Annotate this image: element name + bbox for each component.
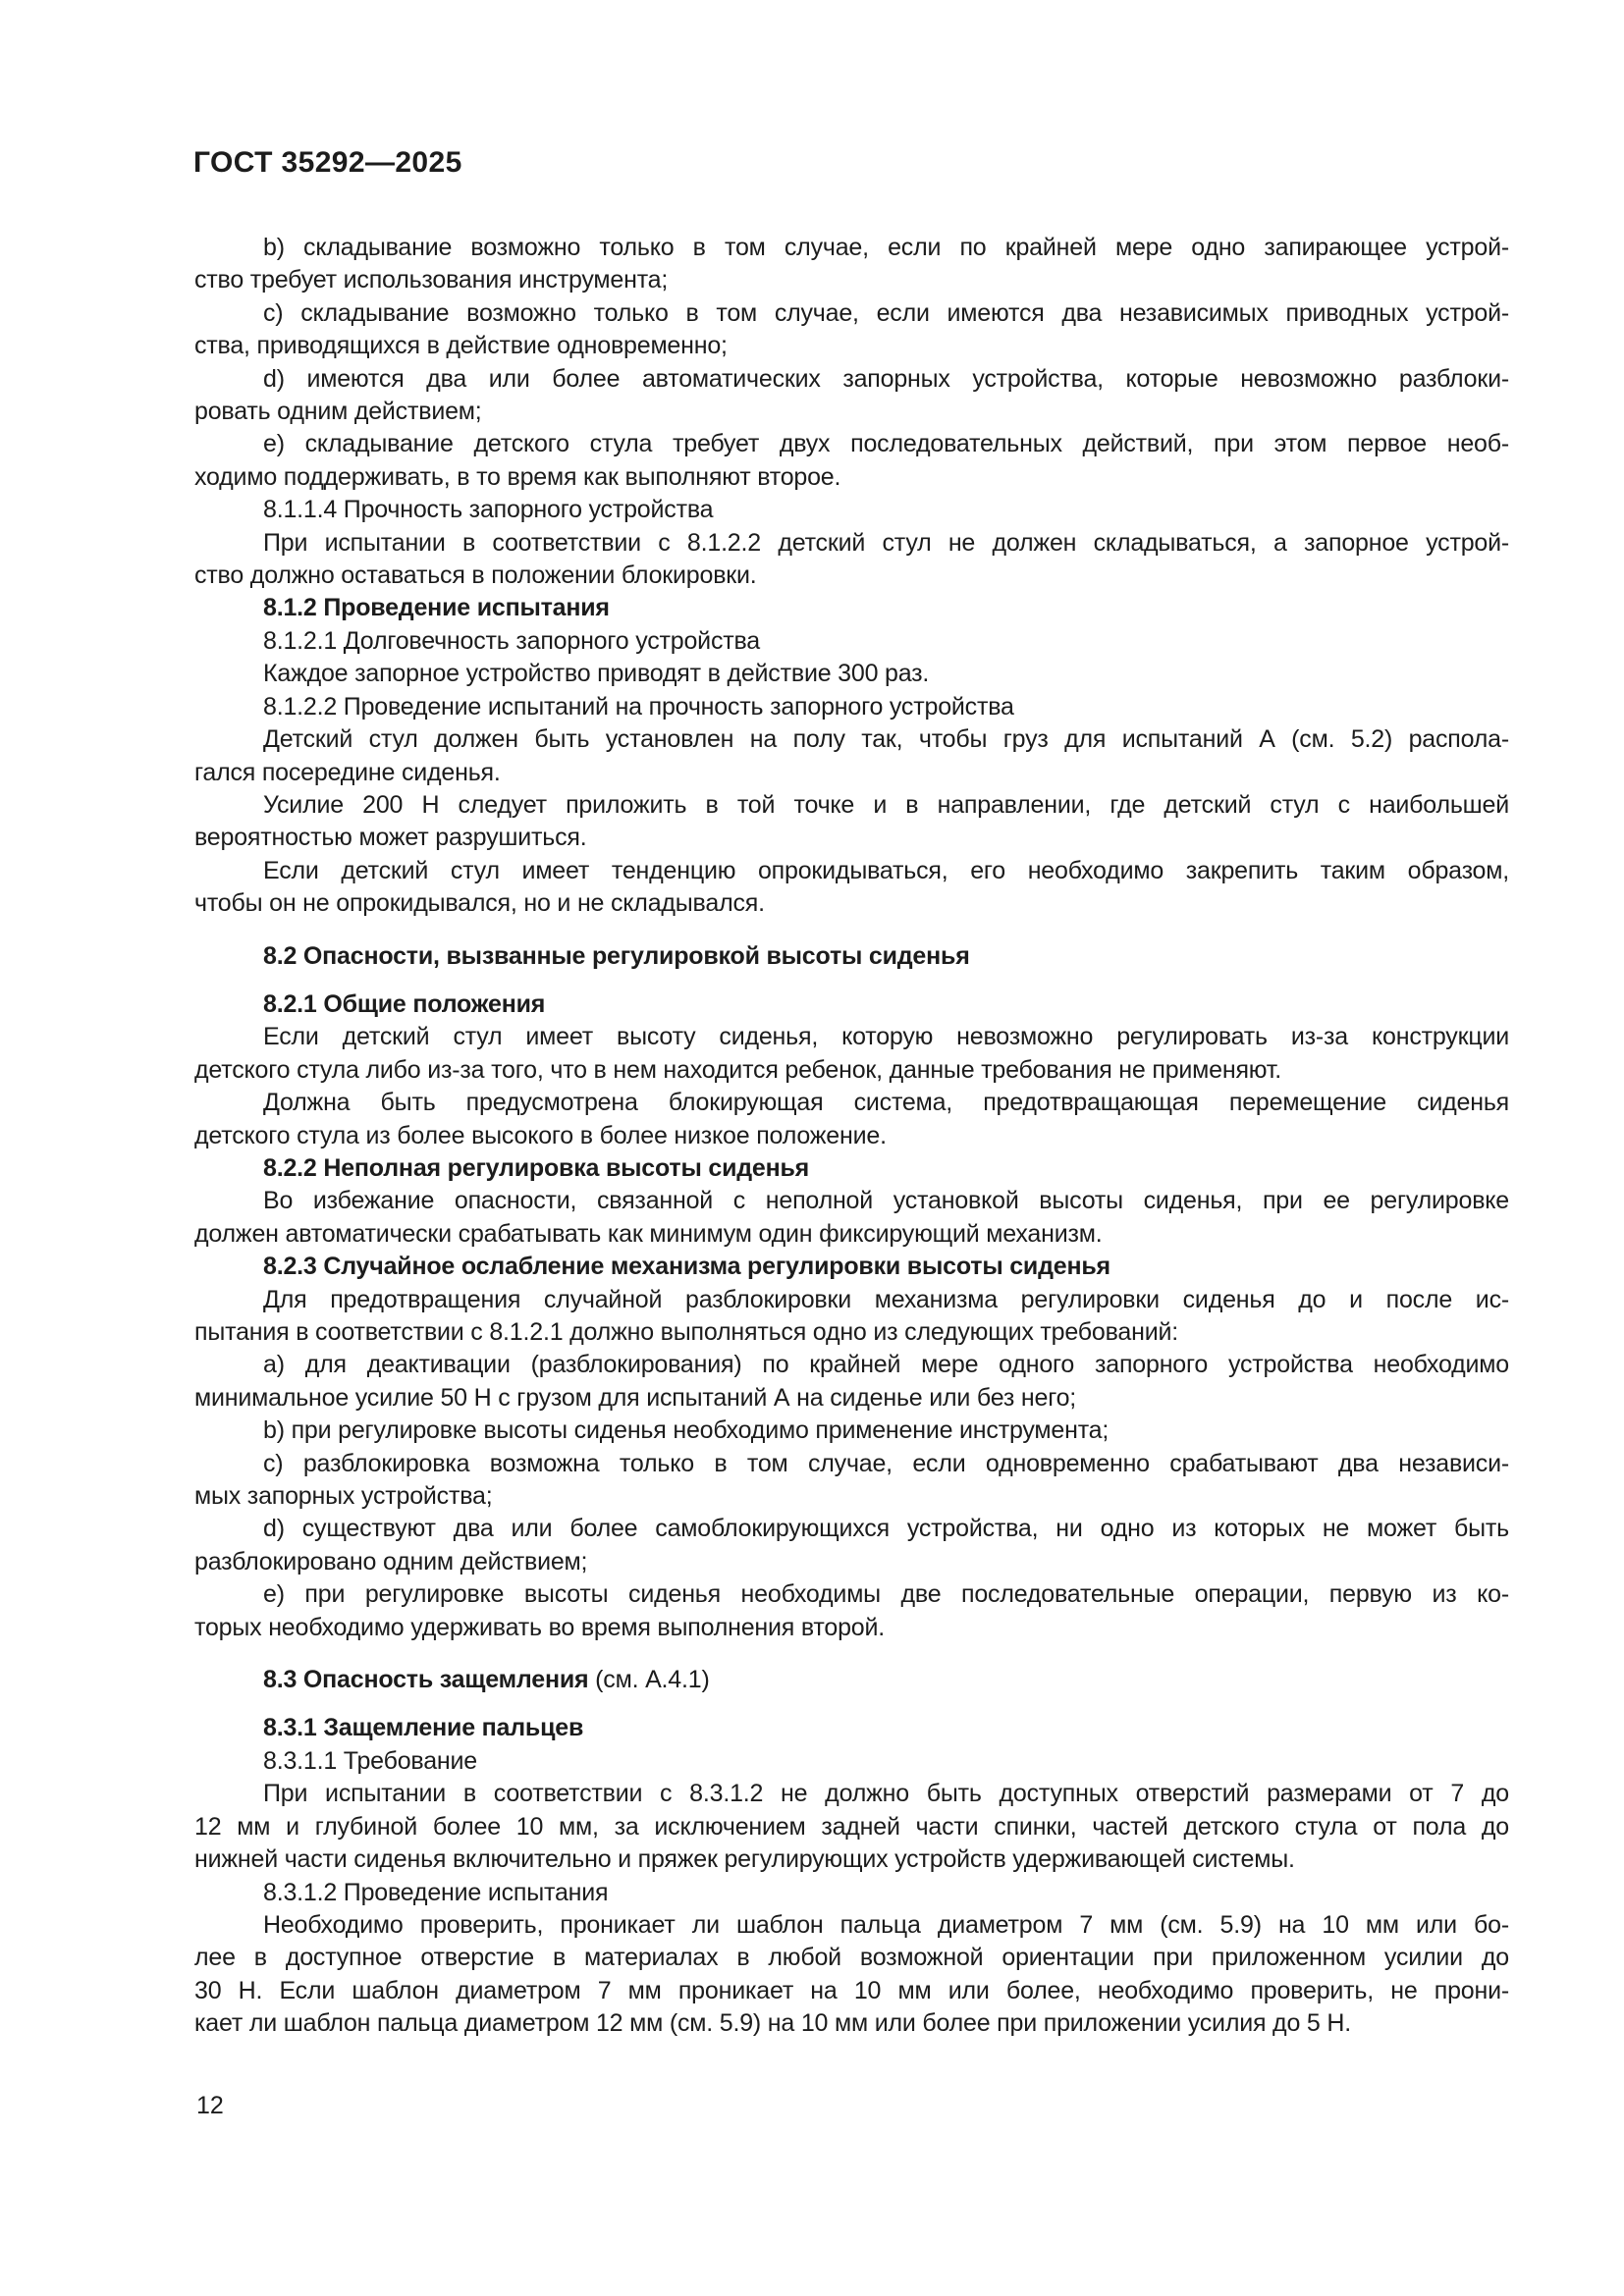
text-line: При испытании в соответствии с 8.1.2.2 детский стул не должен складываться, а запорное устрой- [263, 528, 1509, 557]
text-line: Необходимо проверить, проникает ли шаблон пальца диаметром 7 мм (см. 5.9) на 10 мм или бо- [263, 1910, 1509, 1939]
text-line: Усилие 200 Н следует приложить в той точке и в направлении, где детский стул с наибольшей [263, 790, 1509, 819]
document-body [194, 232, 1509, 2041]
text-line: Детский стул должен быть установлен на полу так, чтобы груз для испытаний А (см. 5.2) распола- [263, 725, 1509, 754]
paragraph [194, 363, 1509, 429]
paragraph [194, 855, 1509, 921]
text-line: 8.2 Опасности, вызванные регулировкой высоты сиденья [263, 941, 970, 970]
text-line: лее в доступное отверстие в материалах в любой возможной ориентации при приложенном усилии до [194, 1944, 1509, 1972]
text-line: Для предотвращения случайной разблокировки механизма регулировки сиденья до и после ис- [263, 1285, 1509, 1313]
paragraph [194, 789, 1509, 855]
standard-designation-header: ГОСТ 35292—2025 [193, 146, 462, 179]
text-line: нижней части сиденья включительно и пряжек регулирующих устройств удерживающей системы. [194, 1845, 1295, 1874]
heading-reference: (см. А.4.1) [588, 1666, 710, 1694]
heading-text: 8.3 Опасность защемления [263, 1666, 589, 1694]
text-line: c) складывание возможно только в том случае, если имеются два независимых приводных устрой- [263, 298, 1509, 327]
text-line: 8.1.1.4 Прочность запорного устройства [263, 496, 714, 524]
text-line: 8.1.2.1 Долговечность запорного устройства [263, 626, 760, 655]
text-line: ство требует использования инструмента; [194, 266, 669, 294]
text-line: 8.2.2 Неполная регулировка высоты сиденья [263, 1153, 810, 1182]
section-heading [194, 940, 1509, 973]
text-line: 8.2.1 Общие положения [263, 989, 546, 1018]
paragraph [194, 297, 1509, 363]
text-line: 8.3.1 Защемление пальцев [263, 1714, 584, 1742]
text-line: пытания в соответствии с 8.1.2.1 должно выполняться одно из следующих требований: [194, 1318, 1179, 1346]
paragraph [194, 723, 1509, 789]
text-line: d) имеются два или более автоматических запорных устройства, которые невозможно разблоки- [263, 364, 1509, 393]
text-line: 30 Н. Если шаблон диаметром 7 мм проникает на 10 мм или более, необходимо проверить, не прони- [194, 1976, 1509, 2004]
paragraph [194, 232, 1509, 297]
text-line: а) для деактивации (разблокирования) по крайней мере одного запорного устройства необходимо [263, 1351, 1509, 1379]
paragraph [194, 1877, 1509, 1909]
text-line: детского стула из более высокого в более низкое положение. [194, 1121, 887, 1149]
text-line: кает ли шаблон пальца диаметром 12 мм (см. 5.9) на 10 мм или более при приложении усилия до 5 Н. [194, 2009, 1351, 2038]
paragraph [194, 1578, 1509, 1644]
subsection-heading [194, 1251, 1509, 1283]
paragraph [194, 1087, 1509, 1152]
text-line: минимальное усилие 50 Н с грузом для испытаний А на сиденье или без него; [194, 1383, 1077, 1412]
subsection-heading [194, 1152, 1509, 1185]
text-line: Во избежание опасности, связанной с неполной установкой высоты сиденья, при ее регулировке [263, 1187, 1509, 1215]
paragraph [194, 1415, 1509, 1447]
paragraph [194, 1909, 1509, 2041]
text-line: 12 мм и глубиной более 10 мм, за исключением задней части спинки, частей детского стула от пола до [194, 1812, 1509, 1841]
text-line: 8.1.2.2 Проведение испытаний на прочность запорного устройства [263, 692, 1014, 721]
text-line: Если детский стул имеет тенденцию опрокидываться, его необходимо закрепить таким образом, [263, 856, 1509, 884]
section-heading [194, 1664, 1509, 1696]
text-line: Должна быть предусмотрена блокирующая система, предотвращающая перемещение сиденья [263, 1089, 1509, 1117]
text-line: чтобы он не опрокидывался, но и не складывался. [194, 889, 765, 918]
subsection-heading [194, 1712, 1509, 1744]
text-line: ство должно оставаться в положении блокировки. [194, 561, 757, 590]
paragraph [194, 1349, 1509, 1415]
text-line: 8.3.1.2 Проведение испытания [263, 1878, 609, 1906]
subsection-heading [194, 988, 1509, 1021]
paragraph [194, 658, 1509, 690]
paragraph [194, 1185, 1509, 1251]
text-line: b) складывание возможно только в том случае, если по крайней мере одно запирающее устрой- [263, 234, 1509, 261]
text-line: d) существуют два или более самоблокирующихся устройства, ни одно из которых не может быть [263, 1515, 1509, 1543]
text-line: e) складывание детского стула требует двух последовательных действий, при этом первое необ- [263, 430, 1509, 458]
paragraph [194, 494, 1509, 526]
subsection-heading [194, 592, 1509, 624]
text-line: 8.2.3 Случайное ослабление механизма регулировки высоты сиденья [263, 1253, 1110, 1281]
paragraph [194, 1778, 1509, 1876]
text-line: детского стула либо из-за того, что в нем находится ребенок, данные требования не применяют. [194, 1055, 1282, 1084]
text-line: c) разблокировка возможна только в том случае, если одновременно срабатывают два независи- [263, 1449, 1509, 1477]
text-line [194, 1664, 1509, 1696]
paragraph [194, 691, 1509, 723]
paragraph [194, 1284, 1509, 1350]
text-line: ровать одним действием; [194, 398, 482, 426]
paragraph [194, 527, 1509, 593]
page-number: 12 [196, 2092, 224, 2119]
text-line: ства, приводящихся в действие одновременно; [194, 332, 728, 360]
text-line: При испытании в соответствии с 8.3.1.2 не должно быть доступных отверстий размерами от 7 до [263, 1780, 1509, 1808]
paragraph [194, 428, 1509, 494]
text-line: должен автоматически срабатывать как минимум один фиксирующий механизм. [194, 1219, 1103, 1248]
text-line: е) при регулировке высоты сиденья необходимы две последовательные операции, первую из ко- [263, 1580, 1509, 1609]
paragraph [194, 1745, 1509, 1778]
text-line: мых запорных устройства; [194, 1482, 493, 1511]
text-line: вероятностью может разрушиться. [194, 824, 587, 852]
text-line: гался посередине сиденья. [194, 758, 501, 786]
paragraph [194, 1513, 1509, 1578]
text-line: разблокировано одним действием; [194, 1547, 588, 1575]
paragraph [194, 1021, 1509, 1087]
text-line: 8.1.2 Проведение испытания [263, 594, 610, 622]
text-line: торых необходимо удерживать во время выполнения второй. [194, 1613, 886, 1641]
paragraph [194, 625, 1509, 658]
paragraph [194, 1448, 1509, 1514]
text-line: Каждое запорное устройство приводят в действие 300 раз. [263, 660, 930, 688]
text-line: Если детский стул имеет высоту сиденья, которую невозможно регулировать из-за конструкции [263, 1023, 1509, 1051]
text-line: 8.3.1.1 Требование [263, 1746, 477, 1775]
text-line: ходимо поддерживать, в то время как выполняют второе. [194, 462, 841, 491]
text-line: b) при регулировке высоты сиденья необходимо применение инструмента; [263, 1416, 1110, 1445]
